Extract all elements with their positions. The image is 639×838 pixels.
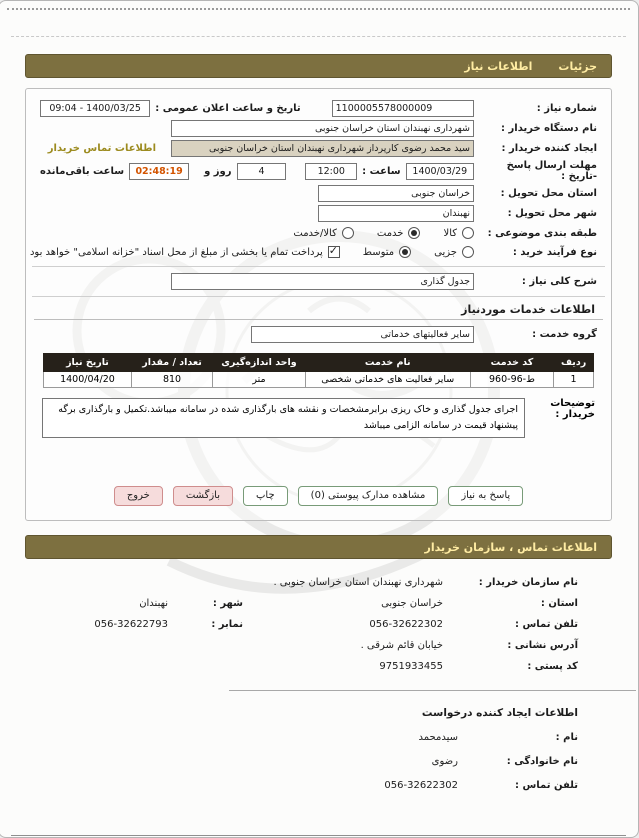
service-group-label: گروه خدمت :	[532, 329, 597, 340]
org-name-value: شهرداری نهبندان استان خراسان جنوبی .	[273, 577, 443, 589]
category-radio-goods[interactable]	[462, 227, 474, 239]
cell-quantity: 810	[131, 372, 212, 388]
contact-phone-label: تلفن تماس :	[514, 619, 578, 631]
form-separator	[32, 266, 605, 267]
delivery-province-field[interactable]: خراسان جنوبی	[318, 185, 474, 202]
creator-phone-label: تلفن تماس :	[514, 780, 578, 792]
contact-city-value: نهبندان	[139, 598, 168, 610]
buyer-notes-row	[42, 398, 595, 438]
service-group-row	[40, 326, 597, 343]
category-option-goods-service: کالا/خدمت	[293, 227, 337, 239]
respond-to-need-button[interactable]: پاسخ به نیاز	[448, 486, 523, 506]
cell-need-date: 1400/04/20	[44, 372, 132, 388]
address-row	[39, 640, 578, 651]
creator-row	[40, 140, 597, 157]
org-name-row	[39, 577, 578, 588]
need-info-header-bar	[25, 54, 612, 78]
cell-service-code: ط-96-960	[470, 372, 553, 388]
postal-code-label: کد پستی :	[527, 661, 578, 673]
creator-first-name-value: سیدمحمد	[418, 732, 458, 744]
treasury-payment-label: پرداخت تمام یا بخشی از مبلغ از محل اسناد "خزانه اسلامی" خواهد بود	[29, 246, 323, 258]
print-button[interactable]: چاپ	[243, 486, 288, 506]
creator-first-name-row	[39, 732, 578, 743]
treasury-payment-checkbox[interactable]	[328, 246, 340, 258]
deadline-row	[40, 160, 597, 182]
services-table-header-row	[44, 354, 594, 372]
deadline-date-field[interactable]: 1400/03/29	[406, 163, 474, 180]
remaining-hours-label: ساعت باقی‌مانده	[40, 165, 125, 177]
top-dotted-line	[7, 8, 630, 10]
remaining-days-field[interactable]: 4	[237, 163, 287, 180]
view-attachments-button[interactable]: مشاهده مدارک پیوستی (0)	[298, 486, 439, 506]
service-table-row	[44, 372, 594, 388]
category-radio-service[interactable]	[408, 227, 420, 239]
need-summary-field[interactable]: جدول گذاری	[171, 273, 474, 290]
category-option-service: خدمت	[376, 227, 404, 239]
delivery-city-field[interactable]: نهبندان	[318, 205, 474, 222]
col-quantity: تعداد / مقدار	[131, 354, 212, 372]
required-services-heading: اطلاعات خدمات موردنیاز	[461, 303, 595, 316]
category-row	[40, 225, 597, 241]
announce-datetime-field[interactable]: 09:04 - 1400/03/25	[40, 100, 150, 117]
process-option-minor: جزیی	[434, 246, 457, 258]
process-type-label: نوع فرآیند خرید :	[512, 246, 597, 258]
contact-fax-label: نمابر :	[211, 619, 243, 631]
creator-last-name-row	[39, 756, 578, 767]
creator-field[interactable]: سید محمد رضوی کارپرداز شهرداری نهبندان استان خراسان جنوبی	[171, 140, 474, 157]
service-group-field[interactable]: سایر فعالیتهای خدماتی	[251, 326, 474, 343]
contact-province-value: خراسان جنوبی	[381, 598, 443, 610]
buyer-org-field[interactable]: شهرداری نهبندان استان خراسان جنوبی	[171, 120, 474, 137]
process-type-row	[29, 244, 597, 260]
contact-phone-value: 056-32622302	[369, 619, 443, 631]
request-creator-section	[39, 707, 578, 791]
cell-service-name: سایر فعالیت های خدماتی شخصی	[305, 372, 470, 388]
need-number-row	[40, 100, 597, 117]
action-buttons	[30, 486, 607, 506]
contact-city-label: شهر :	[212, 598, 243, 610]
category-option-goods: کالا	[443, 227, 457, 239]
need-summary-label: شرح کلی نیاز :	[521, 276, 597, 287]
buyer-org-row	[40, 120, 597, 137]
col-service-name: نام خدمت	[305, 354, 470, 372]
col-row-number: ردیف	[554, 354, 594, 372]
buyer-org-label: نام دستگاه خریدار :	[501, 123, 597, 134]
buyer-notes-label: توضیحات خریدار :	[550, 398, 595, 420]
col-unit: واحد اندازه‌گیری	[213, 354, 306, 372]
phone-fax-row	[39, 619, 578, 630]
deadline-time-field[interactable]: 12:00	[305, 163, 357, 180]
request-creator-heading: اطلاعات ایجاد کننده درخواست	[421, 707, 578, 720]
col-need-date: تاریخ نیاز	[44, 354, 132, 372]
buyer-contact-header-bar	[25, 535, 612, 559]
buyer-notes-field[interactable]: اجرای جدول گذاری و خاک ریزی برابرمشخصات و نقشه های بارگذاری شده در سامانه میباشد.تکمیل و بارگذاری برگه پیشنهاد قیمت در سامانه الزامی میباشد	[42, 398, 525, 438]
creator-first-name-label: نام :	[555, 732, 578, 744]
deadline-time-label: ساعت :	[362, 165, 401, 177]
second-dashed-line	[11, 36, 626, 37]
back-button[interactable]: بازگشت	[173, 486, 233, 506]
remaining-days-label: روز و	[204, 165, 232, 177]
col-service-code: کد خدمت	[470, 354, 553, 372]
contact-address-label: آدرس نشانی :	[507, 640, 578, 652]
services-table	[43, 353, 594, 388]
process-radio-medium[interactable]	[399, 246, 411, 258]
need-number-field[interactable]: 1100005578000009	[332, 100, 474, 117]
category-radio-goods-service[interactable]	[342, 227, 354, 239]
delivery-city-row	[40, 205, 597, 222]
buyer-contact-link[interactable]: اطلاعات تماس خریدار	[47, 143, 156, 154]
province-city-row	[39, 598, 578, 609]
need-summary-row	[40, 273, 597, 290]
creator-phone-value: 056-32622302	[384, 780, 458, 792]
creator-phone-row	[39, 780, 578, 791]
need-details-panel	[25, 88, 612, 521]
process-option-medium: متوسط	[362, 246, 395, 258]
buyer-contact-section	[39, 577, 578, 672]
deadline-label: مهلت ارسال پاسخ -تاریخ :	[506, 160, 597, 182]
delivery-city-label: شهر محل تحویل :	[507, 208, 597, 219]
cell-row-number: 1	[554, 372, 594, 388]
exit-button[interactable]: خروج	[114, 486, 163, 506]
summary-separator	[32, 296, 605, 297]
delivery-province-label: استان محل تحویل :	[500, 188, 597, 199]
creator-last-name-value: رضوی	[431, 756, 458, 768]
contact-fax-value: 056-32622793	[94, 619, 168, 631]
creator-label: ایجاد کننده خریدار :	[501, 143, 597, 154]
process-radio-minor[interactable]	[462, 246, 474, 258]
announce-datetime-label: تاریخ و ساعت اعلان عمومی :	[155, 103, 301, 114]
creator-section-divider	[229, 690, 636, 691]
need-number-label: شماره نیاز :	[536, 103, 597, 114]
postal-code-value: 9751933455	[379, 661, 443, 673]
delivery-province-row	[40, 185, 597, 202]
cell-unit: متر	[213, 372, 306, 388]
tab-need-info[interactable]: اطلاعات نیاز	[464, 59, 533, 73]
countdown-field: 02:48:19	[129, 163, 189, 180]
buyer-contact-heading: اطلاعات تماس ، سازمان خریدار	[424, 540, 597, 554]
contact-province-label: استان :	[540, 598, 578, 610]
org-name-label: نام سازمان خریدار :	[478, 577, 578, 589]
creator-last-name-label: نام خانوادگی :	[506, 756, 578, 768]
services-heading-line	[34, 319, 603, 320]
contact-address-value: خیابان قائم شرقی .	[360, 640, 443, 652]
tab-details[interactable]: جزئیات	[558, 59, 597, 73]
postal-code-row	[39, 661, 578, 672]
category-label: طبقه بندی موضوعی :	[487, 227, 597, 239]
